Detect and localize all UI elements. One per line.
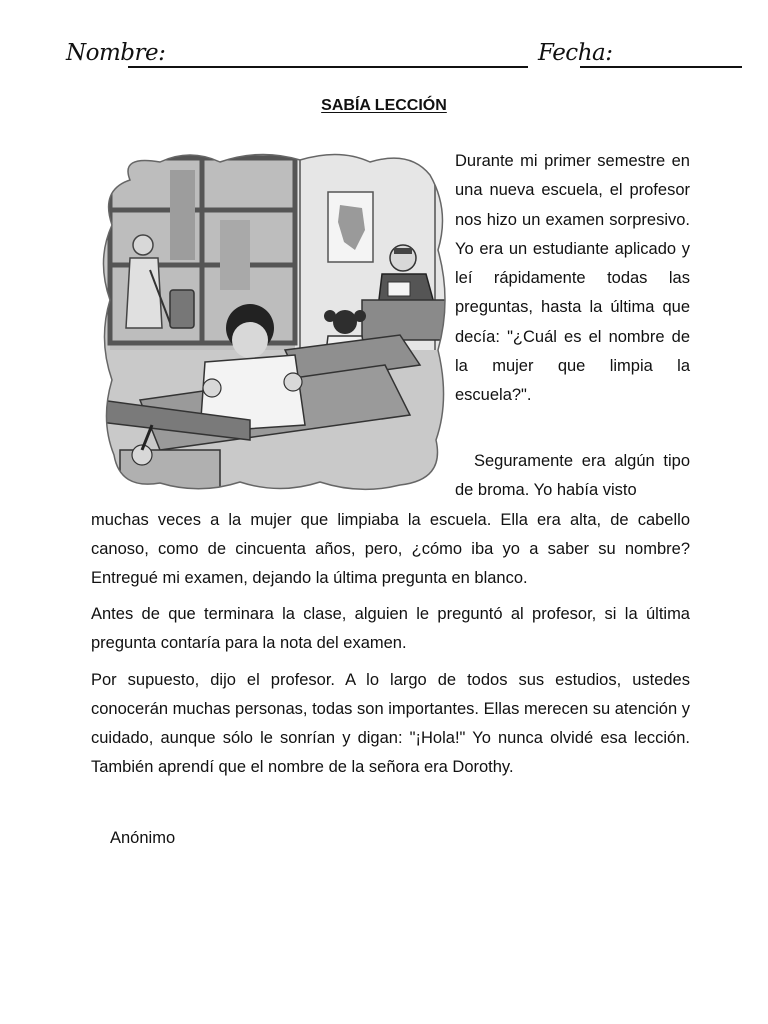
page-title: [0, 97, 768, 115]
scene: [100, 150, 446, 492]
paragraph3: Antes de que terminara la clase, alguien le preguntó al profesor, si la última pregunta contaría para la nota del examen.: [91, 605, 690, 652]
intro-paragraph: Durante mi primer semestre en una nueva escuela, el profesor nos hizo un examen sorpresivo. Yo era un estudiante aplicado y leí rápidamente todas las preguntas, hasta la última que decía: "¿Cuál es el nombre de la mujer que limpia la escuela?".: [455, 152, 690, 405]
name-blank-line: [128, 66, 528, 68]
author-credit: Anónimo: [110, 829, 176, 847]
page-title-text: SABÍA LECCIÓN: [321, 97, 447, 114]
worksheet-header: [66, 34, 742, 74]
paragraph4: Por supuesto, dijo el profesor. A lo largo de todos sus estudios, ustedes conocerán muchas personas, todas son importantes. Ellas merecen su atención y cuidado, aunque sólo le sonrían y digan: "¡Hola!" Yo nunca olvidé esa lección. También aprendí que el nombre de la señora era Dorothy.: [91, 671, 690, 776]
date-label: Fecha:: [538, 40, 613, 66]
name-label: Nombre:: [66, 40, 166, 66]
paragraph2-start: Seguramente era algún tipo de broma. Yo había visto: [455, 452, 690, 500]
classroom-illustration: [100, 150, 446, 492]
paragraph2-rest: muchas veces a la mujer que limpiaba la escuela. Ella era alta, de cabello canoso, como de cincuenta años, pero, ¿cómo iba yo a saber su nombre? Entregué mi examen, dejando la última pregunta en blanco.: [91, 511, 690, 587]
trash-bin: [170, 290, 194, 328]
story-intro: [455, 147, 690, 411]
date-blank-line: [580, 66, 742, 68]
